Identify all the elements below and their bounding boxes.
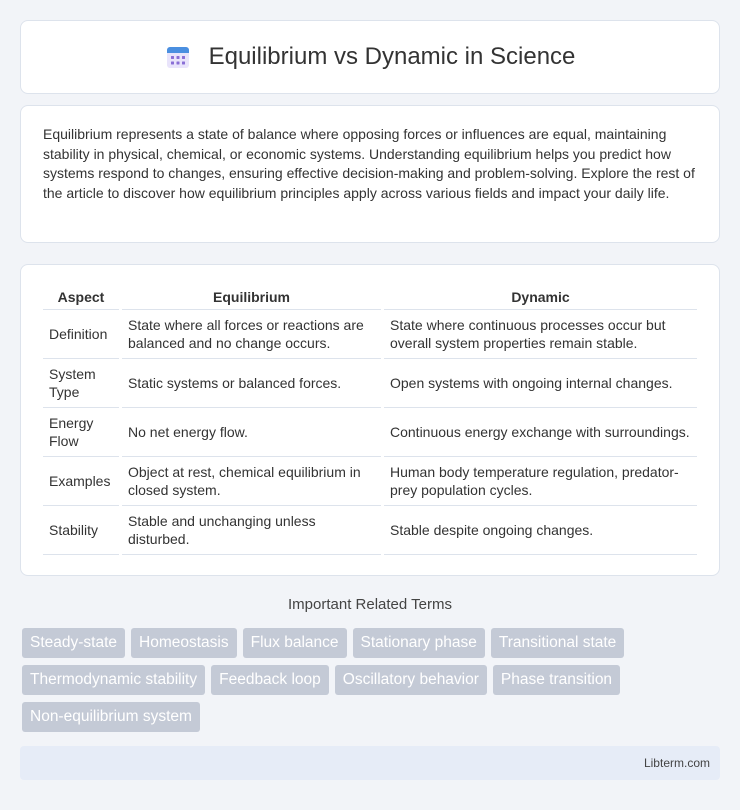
table-cell-equilibrium: Object at rest, chemical equilibrium in closed system. (122, 457, 381, 506)
table-cell-aspect: Stability (43, 506, 119, 555)
header-card (20, 20, 720, 94)
related-terms-title: Important Related Terms (288, 596, 452, 613)
column-header-equilibrium: Equilibrium (122, 285, 381, 310)
related-term-tag[interactable]: Homeostasis (131, 628, 237, 658)
related-term-tag[interactable]: Stationary phase (353, 628, 485, 658)
calendar-icon (165, 44, 191, 70)
related-term-tag[interactable]: Transitional state (491, 628, 624, 658)
table-cell-equilibrium: Stable and unchanging unless disturbed. (122, 506, 381, 555)
table-row (43, 506, 697, 555)
footer-site-link[interactable]: Libterm.com (643, 756, 710, 770)
comparison-table (40, 285, 700, 555)
column-header-aspect: Aspect (43, 285, 119, 310)
table-row (43, 457, 697, 506)
table-row (43, 310, 697, 359)
page-title: Equilibrium vs Dynamic in Science (208, 43, 576, 70)
related-term-tag[interactable]: Feedback loop (211, 665, 329, 695)
table-cell-aspect: System Type (43, 359, 119, 408)
table-row (43, 408, 697, 457)
table-header-row (43, 285, 697, 310)
table-row (43, 359, 697, 408)
table-cell-aspect: Definition (43, 310, 119, 359)
related-term-tag[interactable]: Steady-state (22, 628, 125, 658)
column-header-dynamic: Dynamic (384, 285, 697, 310)
table-cell-dynamic: Human body temperature regulation, predator-prey population cycles. (384, 457, 697, 506)
footer-bar (20, 746, 720, 780)
related-terms-list (22, 628, 722, 732)
related-term-tag[interactable]: Non-equilibrium system (22, 702, 200, 732)
table-cell-equilibrium: Static systems or balanced forces. (122, 359, 381, 408)
table-cell-dynamic: Stable despite ongoing changes. (384, 506, 697, 555)
related-term-tag[interactable]: Flux balance (243, 628, 347, 658)
table-cell-dynamic: Continuous energy exchange with surroundings. (384, 408, 697, 457)
intro-text: Equilibrium represents a state of balance where opposing forces or influences are equal, maintaining stability in physical, chemical, or economic systems. Understanding equilibrium helps you predict how systems respond to changes, ensuring effective decision-making and problem-solving. Explore the rest of the article to discover how equilibrium principles apply across various fields and impact your daily life. (43, 126, 695, 201)
related-term-tag[interactable]: Thermodynamic stability (22, 665, 205, 695)
table-cell-aspect: Examples (43, 457, 119, 506)
table-cell-aspect: Energy Flow (43, 408, 119, 457)
table-cell-dynamic: State where continuous processes occur but overall system properties remain stable. (384, 310, 697, 359)
table-cell-equilibrium: State where all forces or reactions are balanced and no change occurs. (122, 310, 381, 359)
table-cell-dynamic: Open systems with ongoing internal changes. (384, 359, 697, 408)
comparison-table-card (20, 264, 720, 576)
related-term-tag[interactable]: Phase transition (493, 665, 620, 695)
intro-card (20, 105, 720, 243)
related-term-tag[interactable]: Oscillatory behavior (335, 665, 487, 695)
table-cell-equilibrium: No net energy flow. (122, 408, 381, 457)
